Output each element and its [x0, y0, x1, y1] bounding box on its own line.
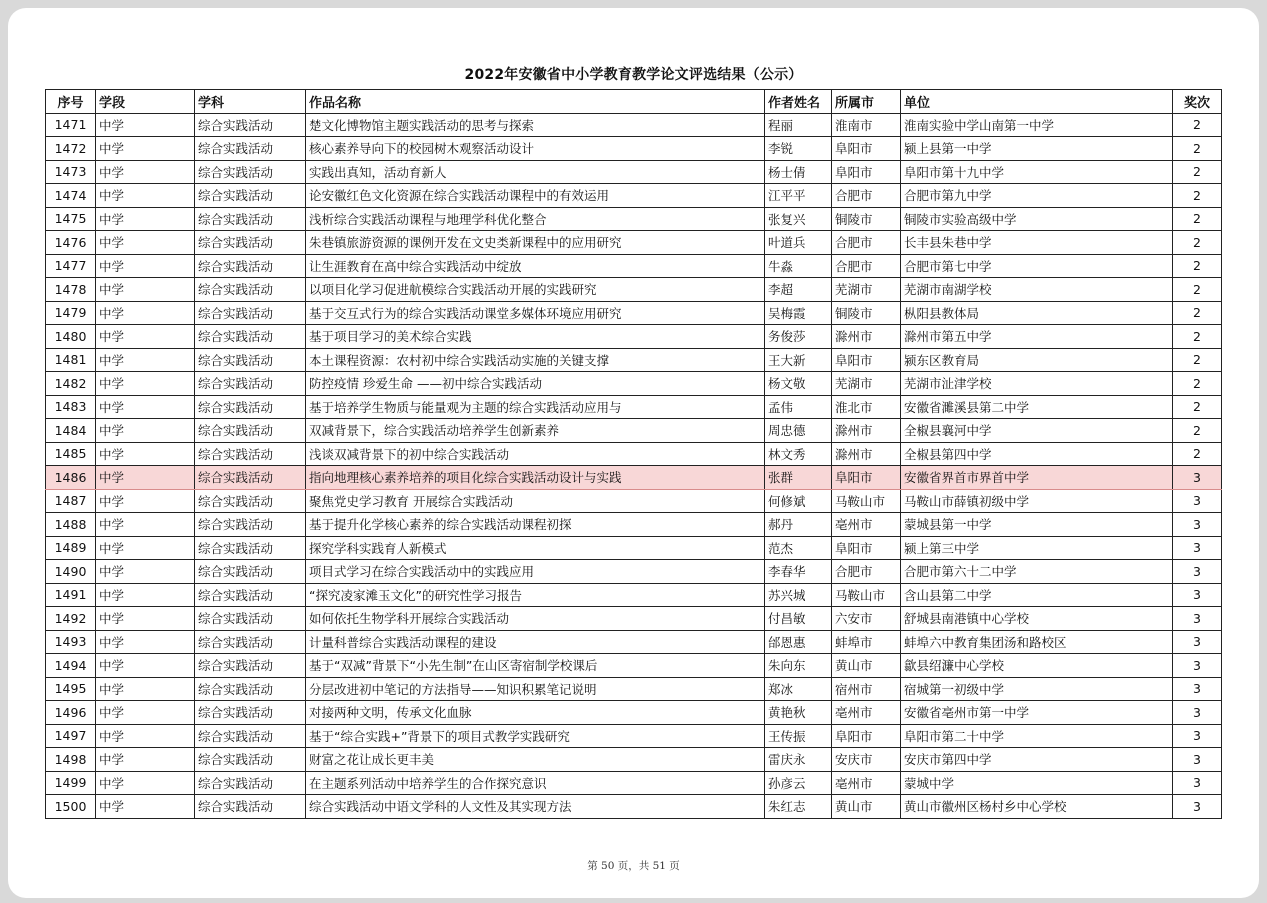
cell-award: 2: [1173, 113, 1222, 137]
cell-unit: 颍上县第一中学: [901, 137, 1173, 161]
cell-stage: 中学: [96, 771, 195, 795]
cell-seq: 1492: [46, 607, 96, 631]
table-row: [46, 278, 1222, 302]
cell-unit: 枞阳县教体局: [901, 301, 1173, 325]
cell-award: 2: [1173, 160, 1222, 184]
cell-city: 合肥市: [832, 231, 901, 255]
cell-stage: 中学: [96, 419, 195, 443]
cell-award: 2: [1173, 254, 1222, 278]
cell-work-title: 对接两种文明，传承文化血脉: [306, 701, 765, 725]
cell-author: 张群: [765, 466, 832, 490]
cell-work-title: 计量科普综合实践活动课程的建设: [306, 630, 765, 654]
cell-award: 2: [1173, 442, 1222, 466]
cell-city: 芜湖市: [832, 372, 901, 396]
cell-award: 2: [1173, 278, 1222, 302]
cell-unit: 合肥市第七中学: [901, 254, 1173, 278]
cell-city: 阜阳市: [832, 724, 901, 748]
cell-stage: 中学: [96, 442, 195, 466]
cell-award: 2: [1173, 231, 1222, 255]
cell-seq: 1491: [46, 583, 96, 607]
cell-award: 3: [1173, 489, 1222, 513]
table-row: [46, 348, 1222, 372]
cell-seq: 1480: [46, 325, 96, 349]
cell-award: 3: [1173, 630, 1222, 654]
cell-award: 2: [1173, 301, 1222, 325]
cell-subject: 综合实践活动: [195, 536, 306, 560]
cell-city: 阜阳市: [832, 160, 901, 184]
cell-city: 合肥市: [832, 254, 901, 278]
cell-seq: 1472: [46, 137, 96, 161]
results-table: [45, 89, 1222, 819]
cell-city: 合肥市: [832, 184, 901, 208]
table-row: [46, 395, 1222, 419]
cell-seq: 1481: [46, 348, 96, 372]
table-row: [46, 513, 1222, 537]
cell-unit: 合肥市第九中学: [901, 184, 1173, 208]
cell-seq: 1479: [46, 301, 96, 325]
cell-stage: 中学: [96, 630, 195, 654]
cell-subject: 综合实践活动: [195, 724, 306, 748]
cell-stage: 中学: [96, 560, 195, 584]
cell-subject: 综合实践活动: [195, 771, 306, 795]
cell-unit: 蒙城中学: [901, 771, 1173, 795]
cell-stage: 中学: [96, 536, 195, 560]
cell-author: 李超: [765, 278, 832, 302]
cell-unit: 颍东区教育局: [901, 348, 1173, 372]
cell-unit: 阜阳市第十九中学: [901, 160, 1173, 184]
cell-subject: 综合实践活动: [195, 654, 306, 678]
cell-seq: 1496: [46, 701, 96, 725]
cell-unit: 蚌埠六中教育集团汤和路校区: [901, 630, 1173, 654]
table-row: [46, 560, 1222, 584]
cell-award: 3: [1173, 583, 1222, 607]
cell-stage: 中学: [96, 113, 195, 137]
table-row: [46, 654, 1222, 678]
cell-city: 马鞍山市: [832, 583, 901, 607]
cell-author: 牛淼: [765, 254, 832, 278]
cell-unit: 芜湖市沚津学校: [901, 372, 1173, 396]
cell-work-title: 基于提升化学核心素养的综合实践活动课程初探: [306, 513, 765, 537]
cell-stage: 中学: [96, 231, 195, 255]
cell-author: 王大新: [765, 348, 832, 372]
cell-author: 付昌敏: [765, 607, 832, 631]
cell-stage: 中学: [96, 795, 195, 819]
table-row: [46, 677, 1222, 701]
cell-subject: 综合实践活动: [195, 160, 306, 184]
cell-work-title: 聚焦党史学习教育 开展综合实践活动: [306, 489, 765, 513]
cell-author: 孟伟: [765, 395, 832, 419]
table-row: [46, 771, 1222, 795]
cell-stage: 中学: [96, 583, 195, 607]
cell-seq: 1487: [46, 489, 96, 513]
cell-author: 叶道兵: [765, 231, 832, 255]
cell-author: 李锐: [765, 137, 832, 161]
cell-city: 芜湖市: [832, 278, 901, 302]
cell-seq: 1476: [46, 231, 96, 255]
cell-seq: 1486: [46, 466, 96, 490]
cell-author: 杨文敬: [765, 372, 832, 396]
cell-award: 3: [1173, 748, 1222, 772]
cell-stage: 中学: [96, 278, 195, 302]
cell-author: 朱向东: [765, 654, 832, 678]
cell-stage: 中学: [96, 184, 195, 208]
cell-work-title: 楚文化博物馆主题实践活动的思考与探索: [306, 113, 765, 137]
cell-city: 滁州市: [832, 442, 901, 466]
cell-author: 郝丹: [765, 513, 832, 537]
cell-stage: 中学: [96, 137, 195, 161]
cell-subject: 综合实践活动: [195, 184, 306, 208]
cell-work-title: 财富之花让成长更丰美: [306, 748, 765, 772]
cell-award: 2: [1173, 325, 1222, 349]
cell-city: 蚌埠市: [832, 630, 901, 654]
cell-unit: 合肥市第六十二中学: [901, 560, 1173, 584]
cell-unit: 蒙城县第一中学: [901, 513, 1173, 537]
cell-subject: 综合实践活动: [195, 701, 306, 725]
cell-city: 亳州市: [832, 513, 901, 537]
cell-subject: 综合实践活动: [195, 795, 306, 819]
cell-work-title: 本土课程资源：农村初中综合实践活动实施的关键支撑: [306, 348, 765, 372]
cell-city: 亳州市: [832, 701, 901, 725]
cell-subject: 综合实践活动: [195, 630, 306, 654]
cell-work-title: 实践出真知，活动育新人: [306, 160, 765, 184]
cell-award: 3: [1173, 724, 1222, 748]
column-header-seq: 序号: [46, 90, 96, 114]
cell-author: 李春华: [765, 560, 832, 584]
cell-work-title: 以项目化学习促进航模综合实践活动开展的实践研究: [306, 278, 765, 302]
table-row: [46, 724, 1222, 748]
cell-author: 江平平: [765, 184, 832, 208]
table-row: [46, 254, 1222, 278]
cell-subject: 综合实践活动: [195, 231, 306, 255]
cell-subject: 综合实践活动: [195, 207, 306, 231]
cell-stage: 中学: [96, 677, 195, 701]
cell-seq: 1482: [46, 372, 96, 396]
cell-city: 黄山市: [832, 654, 901, 678]
cell-unit: 马鞍山市薛镇初级中学: [901, 489, 1173, 513]
column-header-unit: 单位: [901, 90, 1173, 114]
cell-award: 3: [1173, 560, 1222, 584]
cell-seq: 1490: [46, 560, 96, 584]
cell-subject: 综合实践活动: [195, 113, 306, 137]
cell-city: 阜阳市: [832, 348, 901, 372]
cell-city: 铜陵市: [832, 301, 901, 325]
cell-stage: 中学: [96, 348, 195, 372]
cell-unit: 芜湖市南湖学校: [901, 278, 1173, 302]
cell-work-title: 论安徽红色文化资源在综合实践活动课程中的有效运用: [306, 184, 765, 208]
cell-author: 范杰: [765, 536, 832, 560]
cell-work-title: 基于“双减”背景下“小先生制”在山区寄宿制学校课后: [306, 654, 765, 678]
table-row: [46, 442, 1222, 466]
cell-seq: 1474: [46, 184, 96, 208]
cell-city: 宿州市: [832, 677, 901, 701]
cell-subject: 综合实践活动: [195, 254, 306, 278]
cell-work-title: 指向地理核心素养培养的项目化综合实践活动设计与实践: [306, 466, 765, 490]
cell-city: 淮北市: [832, 395, 901, 419]
cell-city: 亳州市: [832, 771, 901, 795]
cell-stage: 中学: [96, 489, 195, 513]
cell-subject: 综合实践活动: [195, 560, 306, 584]
table-row: [46, 301, 1222, 325]
cell-unit: 舒城县南港镇中心学校: [901, 607, 1173, 631]
cell-seq: 1485: [46, 442, 96, 466]
cell-unit: 全椒县第四中学: [901, 442, 1173, 466]
cell-city: 淮南市: [832, 113, 901, 137]
cell-seq: 1477: [46, 254, 96, 278]
cell-stage: 中学: [96, 372, 195, 396]
cell-unit: 黄山市徽州区杨村乡中心学校: [901, 795, 1173, 819]
table-row: [46, 325, 1222, 349]
cell-subject: 综合实践活动: [195, 442, 306, 466]
cell-subject: 综合实践活动: [195, 395, 306, 419]
cell-subject: 综合实践活动: [195, 278, 306, 302]
cell-work-title: 项目式学习在综合实践活动中的实践应用: [306, 560, 765, 584]
cell-stage: 中学: [96, 466, 195, 490]
cell-award: 3: [1173, 677, 1222, 701]
cell-unit: 颍上第三中学: [901, 536, 1173, 560]
cell-work-title: “探究凌家滩玉文化”的研究性学习报告: [306, 583, 765, 607]
cell-seq: 1483: [46, 395, 96, 419]
cell-seq: 1493: [46, 630, 96, 654]
table-row: [46, 489, 1222, 513]
cell-work-title: 探究学科实践育人新模式: [306, 536, 765, 560]
cell-subject: 综合实践活动: [195, 513, 306, 537]
cell-work-title: 朱巷镇旅游资源的课例开发在文史类新课程中的应用研究: [306, 231, 765, 255]
cell-unit: 宿城第一初级中学: [901, 677, 1173, 701]
table-row: [46, 113, 1222, 137]
cell-author: 邰恩惠: [765, 630, 832, 654]
cell-city: 六安市: [832, 607, 901, 631]
cell-stage: 中学: [96, 325, 195, 349]
cell-author: 黄艳秋: [765, 701, 832, 725]
cell-work-title: 在主题系列活动中培养学生的合作探究意识: [306, 771, 765, 795]
table-row: [46, 536, 1222, 560]
cell-author: 杨士倩: [765, 160, 832, 184]
column-header-work-title: 作品名称: [306, 90, 765, 114]
cell-author: 周忠德: [765, 419, 832, 443]
cell-subject: 综合实践活动: [195, 489, 306, 513]
cell-work-title: 基于培养学生物质与能量观为主题的综合实践活动应用与: [306, 395, 765, 419]
cell-award: 3: [1173, 771, 1222, 795]
cell-unit: 长丰县朱巷中学: [901, 231, 1173, 255]
cell-stage: 中学: [96, 724, 195, 748]
cell-seq: 1499: [46, 771, 96, 795]
column-header-award: 奖次: [1173, 90, 1222, 114]
cell-city: 黄山市: [832, 795, 901, 819]
cell-award: 3: [1173, 607, 1222, 631]
cell-award: 3: [1173, 513, 1222, 537]
cell-subject: 综合实践活动: [195, 348, 306, 372]
cell-award: 2: [1173, 137, 1222, 161]
table-row: [46, 372, 1222, 396]
cell-work-title: 双减背景下，综合实践活动培养学生创新素养: [306, 419, 765, 443]
table-row: [46, 795, 1222, 819]
cell-city: 铜陵市: [832, 207, 901, 231]
cell-stage: 中学: [96, 701, 195, 725]
cell-seq: 1488: [46, 513, 96, 537]
cell-stage: 中学: [96, 513, 195, 537]
cell-author: 雷庆永: [765, 748, 832, 772]
cell-seq: 1495: [46, 677, 96, 701]
cell-award: 3: [1173, 795, 1222, 819]
cell-work-title: 如何依托生物学科开展综合实践活动: [306, 607, 765, 631]
cell-work-title: 基于“综合实践+”背景下的项目式教学实践研究: [306, 724, 765, 748]
table-row: [46, 184, 1222, 208]
table-header-row: [46, 90, 1222, 114]
page-footer: 第 50 页，共 51 页: [587, 860, 680, 872]
cell-unit: 阜阳市第二十中学: [901, 724, 1173, 748]
cell-subject: 综合实践活动: [195, 466, 306, 490]
cell-subject: 综合实践活动: [195, 419, 306, 443]
cell-author: 王传振: [765, 724, 832, 748]
cell-unit: 铜陵市实验高级中学: [901, 207, 1173, 231]
cell-seq: 1473: [46, 160, 96, 184]
cell-work-title: 浅谈双减背景下的初中综合实践活动: [306, 442, 765, 466]
cell-stage: 中学: [96, 748, 195, 772]
cell-work-title: 浅析综合实践活动课程与地理学科优化整合: [306, 207, 765, 231]
cell-award: 3: [1173, 466, 1222, 490]
cell-seq: 1494: [46, 654, 96, 678]
cell-city: 马鞍山市: [832, 489, 901, 513]
cell-subject: 综合实践活动: [195, 677, 306, 701]
cell-award: 2: [1173, 419, 1222, 443]
cell-unit: 滁州市第五中学: [901, 325, 1173, 349]
cell-author: 朱红志: [765, 795, 832, 819]
table-row: [46, 466, 1222, 490]
cell-subject: 综合实践活动: [195, 607, 306, 631]
cell-stage: 中学: [96, 301, 195, 325]
cell-seq: 1484: [46, 419, 96, 443]
table-row: [46, 137, 1222, 161]
document-title: 2022年安徽省中小学教育教学论文评选结果（公示）: [464, 67, 803, 83]
cell-work-title: 防控疫情 珍爱生命 ——初中综合实践活动: [306, 372, 765, 396]
cell-award: 2: [1173, 348, 1222, 372]
cell-seq: 1498: [46, 748, 96, 772]
cell-author: 何修斌: [765, 489, 832, 513]
cell-stage: 中学: [96, 254, 195, 278]
table-row: [46, 231, 1222, 255]
cell-work-title: 基于项目学习的美术综合实践: [306, 325, 765, 349]
cell-author: 务俊莎: [765, 325, 832, 349]
cell-stage: 中学: [96, 607, 195, 631]
cell-award: 3: [1173, 701, 1222, 725]
cell-city: 安庆市: [832, 748, 901, 772]
cell-city: 滁州市: [832, 419, 901, 443]
cell-subject: 综合实践活动: [195, 325, 306, 349]
cell-unit: 淮南实验中学山南第一中学: [901, 113, 1173, 137]
cell-author: 吴梅霞: [765, 301, 832, 325]
cell-award: 2: [1173, 207, 1222, 231]
cell-unit: 安徽省界首市界首中学: [901, 466, 1173, 490]
cell-work-title: 基于交互式行为的综合实践活动课堂多媒体环境应用研究: [306, 301, 765, 325]
cell-seq: 1489: [46, 536, 96, 560]
cell-stage: 中学: [96, 207, 195, 231]
column-header-stage: 学段: [96, 90, 195, 114]
cell-award: 2: [1173, 395, 1222, 419]
cell-unit: 含山县第二中学: [901, 583, 1173, 607]
cell-subject: 综合实践活动: [195, 372, 306, 396]
table-row: [46, 630, 1222, 654]
cell-city: 合肥市: [832, 560, 901, 584]
table-row: [46, 748, 1222, 772]
cell-unit: 全椒县襄河中学: [901, 419, 1173, 443]
cell-city: 阜阳市: [832, 536, 901, 560]
cell-seq: 1500: [46, 795, 96, 819]
cell-award: 3: [1173, 536, 1222, 560]
cell-city: 阜阳市: [832, 137, 901, 161]
table-row: [46, 701, 1222, 725]
column-header-city: 所属市: [832, 90, 901, 114]
cell-author: 程丽: [765, 113, 832, 137]
cell-work-title: 分层改进初中笔记的方法指导——知识积累笔记说明: [306, 677, 765, 701]
cell-author: 张复兴: [765, 207, 832, 231]
cell-seq: 1475: [46, 207, 96, 231]
column-header-author: 作者姓名: [765, 90, 832, 114]
cell-award: 2: [1173, 184, 1222, 208]
cell-award: 3: [1173, 654, 1222, 678]
cell-unit: 歙县绍濂中心学校: [901, 654, 1173, 678]
cell-city: 滁州市: [832, 325, 901, 349]
cell-seq: 1478: [46, 278, 96, 302]
cell-subject: 综合实践活动: [195, 301, 306, 325]
cell-city: 阜阳市: [832, 466, 901, 490]
cell-unit: 安庆市第四中学: [901, 748, 1173, 772]
column-header-subject: 学科: [195, 90, 306, 114]
cell-stage: 中学: [96, 654, 195, 678]
cell-stage: 中学: [96, 395, 195, 419]
cell-unit: 安徽省濉溪县第二中学: [901, 395, 1173, 419]
cell-unit: 安徽省亳州市第一中学: [901, 701, 1173, 725]
cell-author: 郑冰: [765, 677, 832, 701]
cell-author: 孙彦云: [765, 771, 832, 795]
cell-work-title: 让生涯教育在高中综合实践活动中绽放: [306, 254, 765, 278]
cell-author: 苏兴城: [765, 583, 832, 607]
table-row: [46, 419, 1222, 443]
cell-author: 林文秀: [765, 442, 832, 466]
table-row: [46, 583, 1222, 607]
table-row: [46, 607, 1222, 631]
table-row: [46, 160, 1222, 184]
cell-work-title: 核心素养导向下的校园树木观察活动设计: [306, 137, 765, 161]
cell-subject: 综合实践活动: [195, 583, 306, 607]
cell-work-title: 综合实践活动中语文学科的人文性及其实现方法: [306, 795, 765, 819]
cell-seq: 1471: [46, 113, 96, 137]
cell-award: 2: [1173, 372, 1222, 396]
cell-subject: 综合实践活动: [195, 748, 306, 772]
cell-seq: 1497: [46, 724, 96, 748]
cell-stage: 中学: [96, 160, 195, 184]
cell-subject: 综合实践活动: [195, 137, 306, 161]
table-row: [46, 207, 1222, 231]
